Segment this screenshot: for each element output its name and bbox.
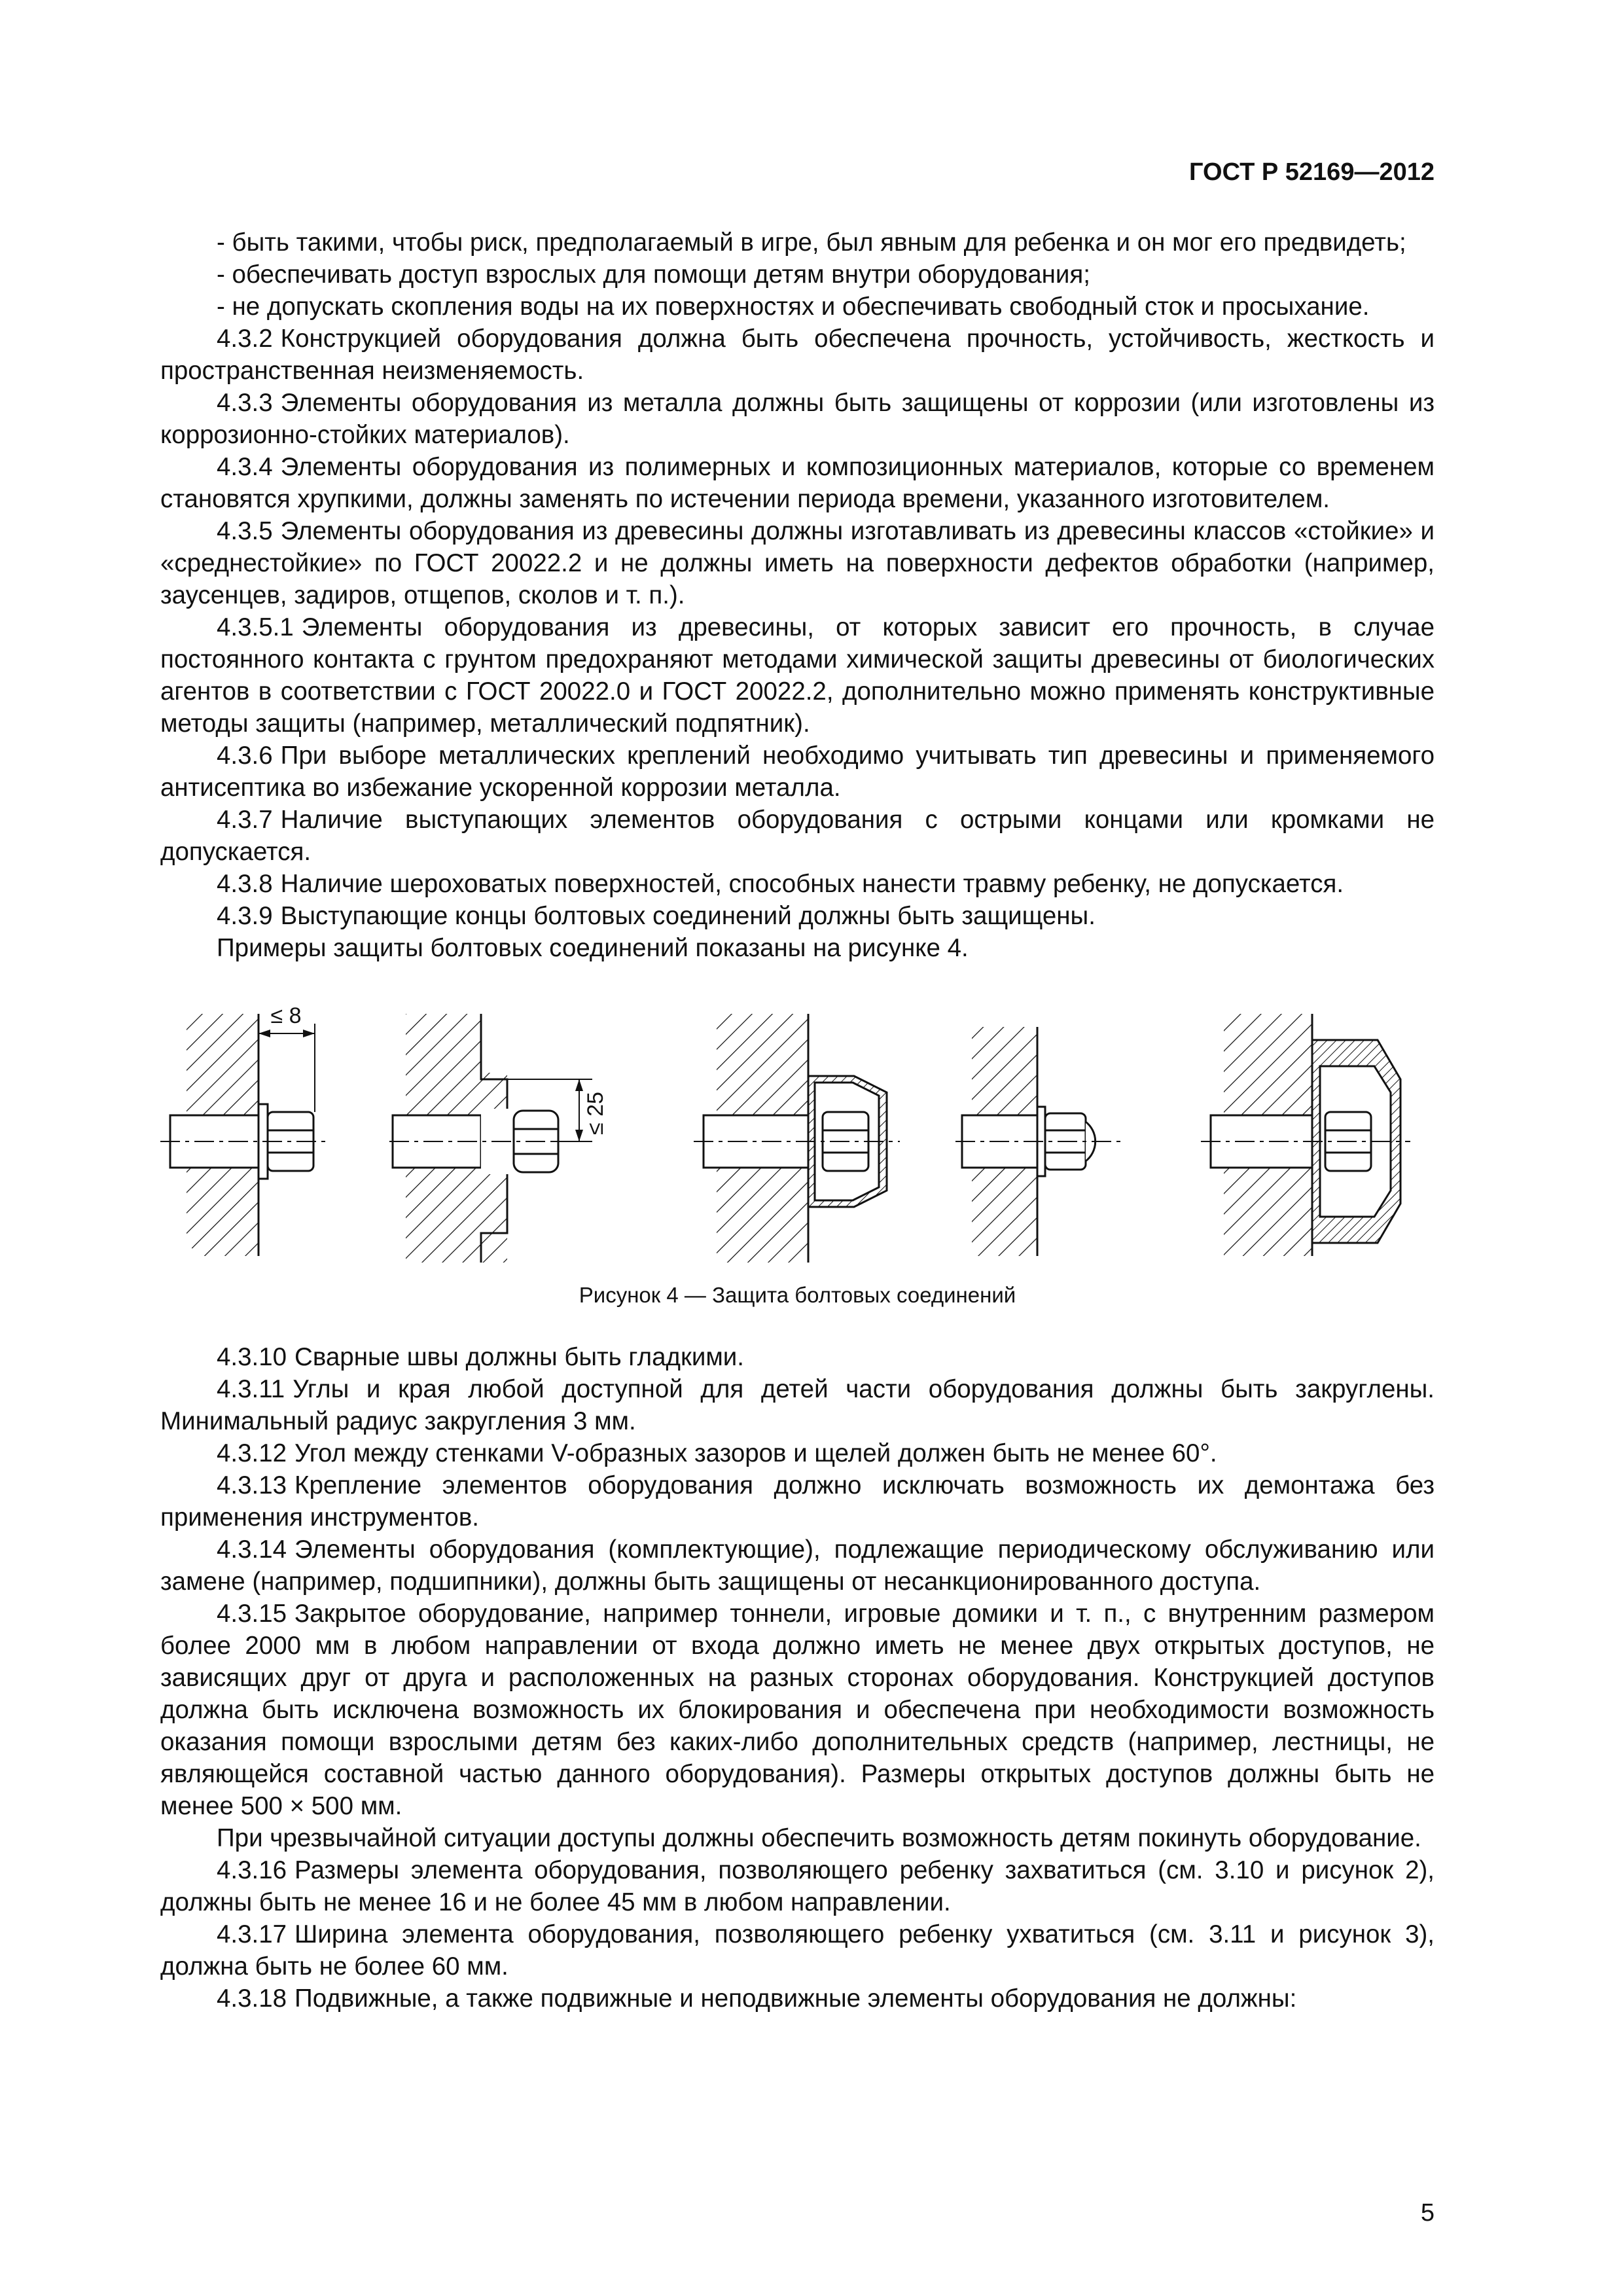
clause-number: 4.3.16 bbox=[217, 1856, 287, 1884]
clause-text: Элементы оборудования из металла должны быть защищены от коррозии (или изготовлены из коррозионно-стойких материалов). bbox=[160, 389, 1435, 449]
clause-number: 4.3.10 bbox=[217, 1343, 287, 1371]
clause-paragraph bbox=[160, 804, 1435, 868]
clause-paragraph bbox=[160, 1598, 1435, 1822]
clause-paragraph bbox=[160, 1341, 1435, 1373]
clause-paragraph bbox=[160, 1918, 1435, 1982]
clause-text: При выборе металлических креплений необходимо учитывать тип древесины и применяемого антисептика во избежание ускоренной коррозии металла. bbox=[160, 742, 1435, 802]
clause-number: 4.3.17 bbox=[217, 1920, 287, 1948]
list-item: - обеспечивать доступ взрослых для помощи детям внутри оборудования; bbox=[217, 260, 1090, 289]
page-number: 5 bbox=[1420, 2199, 1435, 2227]
clause-number: 4.3.15 bbox=[217, 1600, 287, 1628]
clause-text: Элементы оборудования из древесины, от которых зависит его прочность, в случае постоянного контакта с грунтом предохраняют методами химической защиты древесины от биологических агентов в соответствии с ГОСТ 20022.0 и ГОСТ 20022.2, дополнительно можно применять конструктивные методы защиты (например, металлический подпятник). bbox=[160, 613, 1435, 738]
clause-number: 4.3.8 bbox=[217, 870, 273, 898]
clause-number: 4.3.13 bbox=[217, 1471, 287, 1499]
clause-paragraph bbox=[160, 740, 1435, 804]
dimension-label-1: ≤ 8 bbox=[270, 1003, 302, 1028]
dimension-label-2: ≤ 25 bbox=[583, 1092, 608, 1135]
clause-text: Угол между стенками V-образных зазоров и щелей должен быть не менее 60°. bbox=[294, 1439, 1217, 1467]
clause-number: 4.3.9 bbox=[217, 902, 273, 930]
clause-paragraph bbox=[160, 1373, 1435, 1437]
clause-text: Наличие шероховатых поверхностей, способных нанести травму ребенку, не допускается. bbox=[280, 870, 1344, 898]
clause-number: 4.3.2 bbox=[217, 325, 273, 353]
clause-paragraph bbox=[160, 868, 1435, 900]
clause-number: 4.3.12 bbox=[217, 1439, 287, 1467]
clause-paragraph bbox=[160, 1534, 1435, 1598]
clause-text: Углы и края любой доступной для детей части оборудования должны быть закруглены. Минимальный радиус закругления 3 мм. bbox=[160, 1375, 1435, 1435]
clause-paragraph bbox=[160, 1822, 1435, 1854]
clause-text: Сварные швы должны быть гладкими. bbox=[294, 1343, 744, 1371]
clause-number: 4.3.5.1 bbox=[217, 613, 294, 641]
clause-paragraph bbox=[160, 1854, 1435, 1918]
clauses-after-figure bbox=[160, 1341, 1435, 2015]
clause-text: Крепление элементов оборудования должно исключать возможность их демонтажа без применения инструментов. bbox=[160, 1471, 1435, 1532]
clause-number: 4.3.11 bbox=[217, 1375, 285, 1403]
clause-paragraph bbox=[160, 323, 1435, 387]
figure-caption: Рисунок 4 — Защита болтовых соединений bbox=[579, 1283, 1016, 1307]
clause-text: Конструкцией оборудования должна быть обеспечена прочность, устойчивость, жесткость и пространственная неизменяемость. bbox=[160, 325, 1435, 385]
clause-text: Элементы оборудования из полимерных и композиционных материалов, которые со временем становятся хрупкими, должны заменять по истечении периода времени, указанного изготовителем. bbox=[160, 453, 1435, 513]
clause-paragraph bbox=[160, 515, 1435, 611]
bolt-example-3 bbox=[694, 1014, 900, 1263]
clause-number: 4.3.5 bbox=[217, 517, 273, 545]
clause-paragraph bbox=[160, 1437, 1435, 1469]
bolt-protection-drawing bbox=[160, 994, 1435, 1269]
list-item: - не допускать скопления воды на их поверхностях и обеспечивать свободный сток и просыхание. bbox=[217, 293, 1370, 321]
bolt-example-2 bbox=[389, 1014, 592, 1263]
clause-number: 4.3.4 bbox=[217, 453, 273, 481]
clause-text: Ширина элемента оборудования, позволяющего ребенку ухватиться (см. 3.11 и рисунок 3), должна быть не более 60 мм. bbox=[160, 1920, 1435, 1981]
clause-text: Размеры элемента оборудования, позволяющего ребенку захватиться (см. 3.10 и рисунок 2), должны быть не менее 16 и не более 45 мм в любом направлении. bbox=[160, 1856, 1435, 1916]
clause-paragraph bbox=[160, 1469, 1435, 1534]
clauses-before-figure bbox=[160, 323, 1435, 932]
document-header: ГОСТ Р 52169—2012 bbox=[1189, 158, 1435, 186]
clause-number: 4.3.18 bbox=[217, 1984, 287, 2013]
clause-paragraph bbox=[160, 451, 1435, 515]
clause-number: 4.3.14 bbox=[217, 1535, 287, 1564]
clause-number: 4.3.6 bbox=[217, 742, 273, 770]
clause-text: Элементы оборудования из древесины должны изготавливать из древесины классов «стойкие» и «среднестойкие» по ГОСТ 20022.2 и не должны иметь на поверхности дефектов обработки (например, заусенцев, задиров, отщепов, сколов и т. п.). bbox=[160, 517, 1435, 609]
clause-text: Закрытое оборудование, например тоннели, игровые домики и т. п., с внутренним размером более 2000 мм в любом направлении от входа должно иметь не менее двух открытых доступов, не зависящих друг от друга и расположенных на разных сторонах оборудования. Конструкцией доступов должна быть исключена возможность их блокирования и обеспечена при необходимости возможность оказания помощи взрослыми детям без каких-либо дополнительных средств (например, лестницы, не являющейся составной частью данного оборудования). Размеры открытых доступов должны быть не менее 500 × 500 мм. bbox=[160, 1600, 1435, 1820]
figure-reference: Примеры защиты болтовых соединений показаны на рисунке 4. bbox=[217, 934, 969, 962]
list-item: - быть такими, чтобы риск, предполагаемый в игре, был явным для ребенка и он мог его предвидеть; bbox=[217, 228, 1406, 257]
clause-text: Выступающие концы болтовых соединений должны быть защищены. bbox=[280, 902, 1096, 930]
clause-text: Подвижные, а также подвижные и неподвижные элементы оборудования не должны: bbox=[294, 1984, 1297, 2013]
clause-paragraph bbox=[160, 1982, 1435, 2015]
clause-text: Элементы оборудования (комплектующие), подлежащие периодическому обслуживанию или замене (например, подшипники), должны быть защищены от несанкционированного доступа. bbox=[160, 1535, 1435, 1596]
clause-paragraph bbox=[160, 611, 1435, 740]
clause-paragraph bbox=[160, 900, 1435, 932]
clause-text: При чрезвычайной ситуации доступы должны обеспечить возможность детям покинуть оборудование. bbox=[217, 1824, 1421, 1852]
clause-paragraph bbox=[160, 387, 1435, 451]
figure-4 bbox=[160, 994, 1435, 1269]
clause-number: 4.3.7 bbox=[217, 806, 273, 834]
clause-number: 4.3.3 bbox=[217, 389, 273, 417]
bolt-example-1 bbox=[160, 1014, 330, 1256]
clause-text: Наличие выступающих элементов оборудования с острыми концами или кромками не допускается. bbox=[160, 806, 1435, 866]
bolt-example-5 bbox=[1201, 1014, 1410, 1256]
bolt-example-4 bbox=[955, 1027, 1122, 1256]
page-body bbox=[160, 226, 1435, 2015]
